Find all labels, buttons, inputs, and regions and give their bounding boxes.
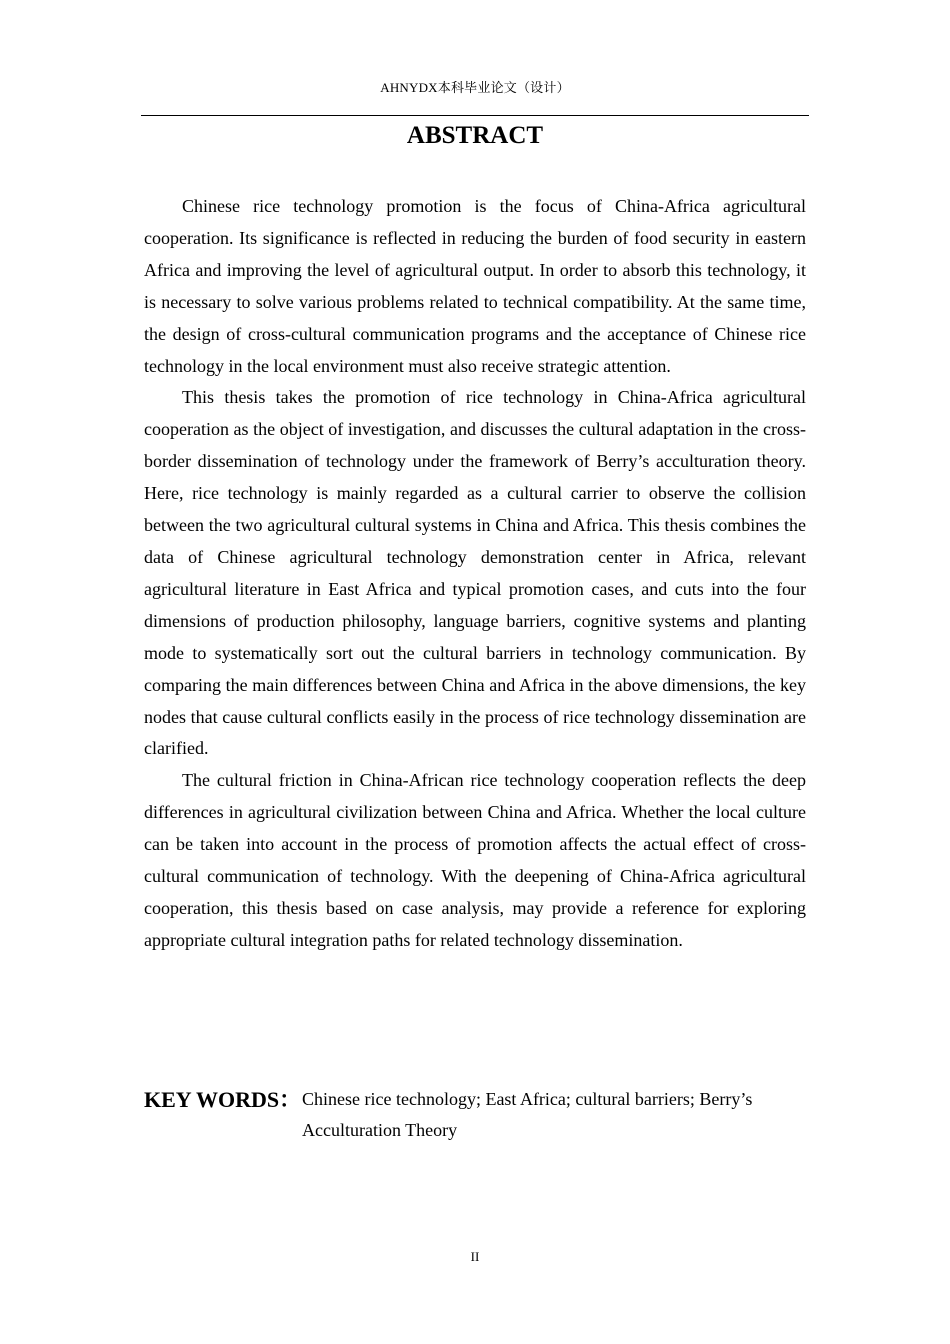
page-number: II — [470, 1249, 480, 1264]
abstract-paragraph-1: Chinese rice technology promotion is the focus of China-Africa agricultural cooperation. Its significance is reflected in reducing the burden of food security in eastern Africa and improving the level of agricultural output. In order to absorb this technology, it is necessary to solve various problems related to technical compatibility. At the same time, the design of cross-cultural communication programs and the acceptance of Chinese rice technology in the local environment must also receive strategic attention. — [144, 196, 806, 376]
header-rule — [141, 115, 809, 116]
keywords-label: KEY WORDS： — [144, 1087, 302, 1112]
abstract-paragraph-2: This thesis takes the promotion of rice technology in China-Africa agricultural cooperation as the object of investigation, and discusses the cultural adaptation in the cross-border dissemination of technology under the framework of Berry’s acculturation theory. Here, rice technology is mainly regarded as a cultural carrier to observe the collision between the two agricultural cultural systems in China and Africa. This thesis combines the data of Chinese agricultural technology demonstration center in Africa, relevant agricultural literature in East Africa and typical promotion cases, and cuts into the four dimensions of production philosophy, language barriers, cognitive systems and planting mode to systematically sort out the cultural barriers in technology communication. By comparing the main differences between China and Africa in the above dimensions, the key nodes that cause cultural conflicts easily in the process of rice technology dissemination are clarified. — [144, 387, 806, 759]
keywords-values: Chinese rice technology; East Africa; cultural barriers; Berry’s Acculturation Theory — [302, 1089, 753, 1140]
abstract-body — [144, 191, 806, 957]
running-header: AHNYDX本科毕业论文（设计） — [380, 80, 570, 95]
abstract-title: ABSTRACT — [406, 122, 544, 149]
abstract-paragraph-3: The cultural friction in China-African rice technology cooperation reflects the deep differences in agricultural civilization between China and Africa. Whether the local culture can be taken into account in the process of promotion affects the actual effect of cross-cultural communication of technology. With the deepening of China-Africa agricultural cooperation, this thesis based on case analysis, may provide a reference for exploring appropriate cultural integration paths for related technology dissemination. — [144, 770, 806, 950]
